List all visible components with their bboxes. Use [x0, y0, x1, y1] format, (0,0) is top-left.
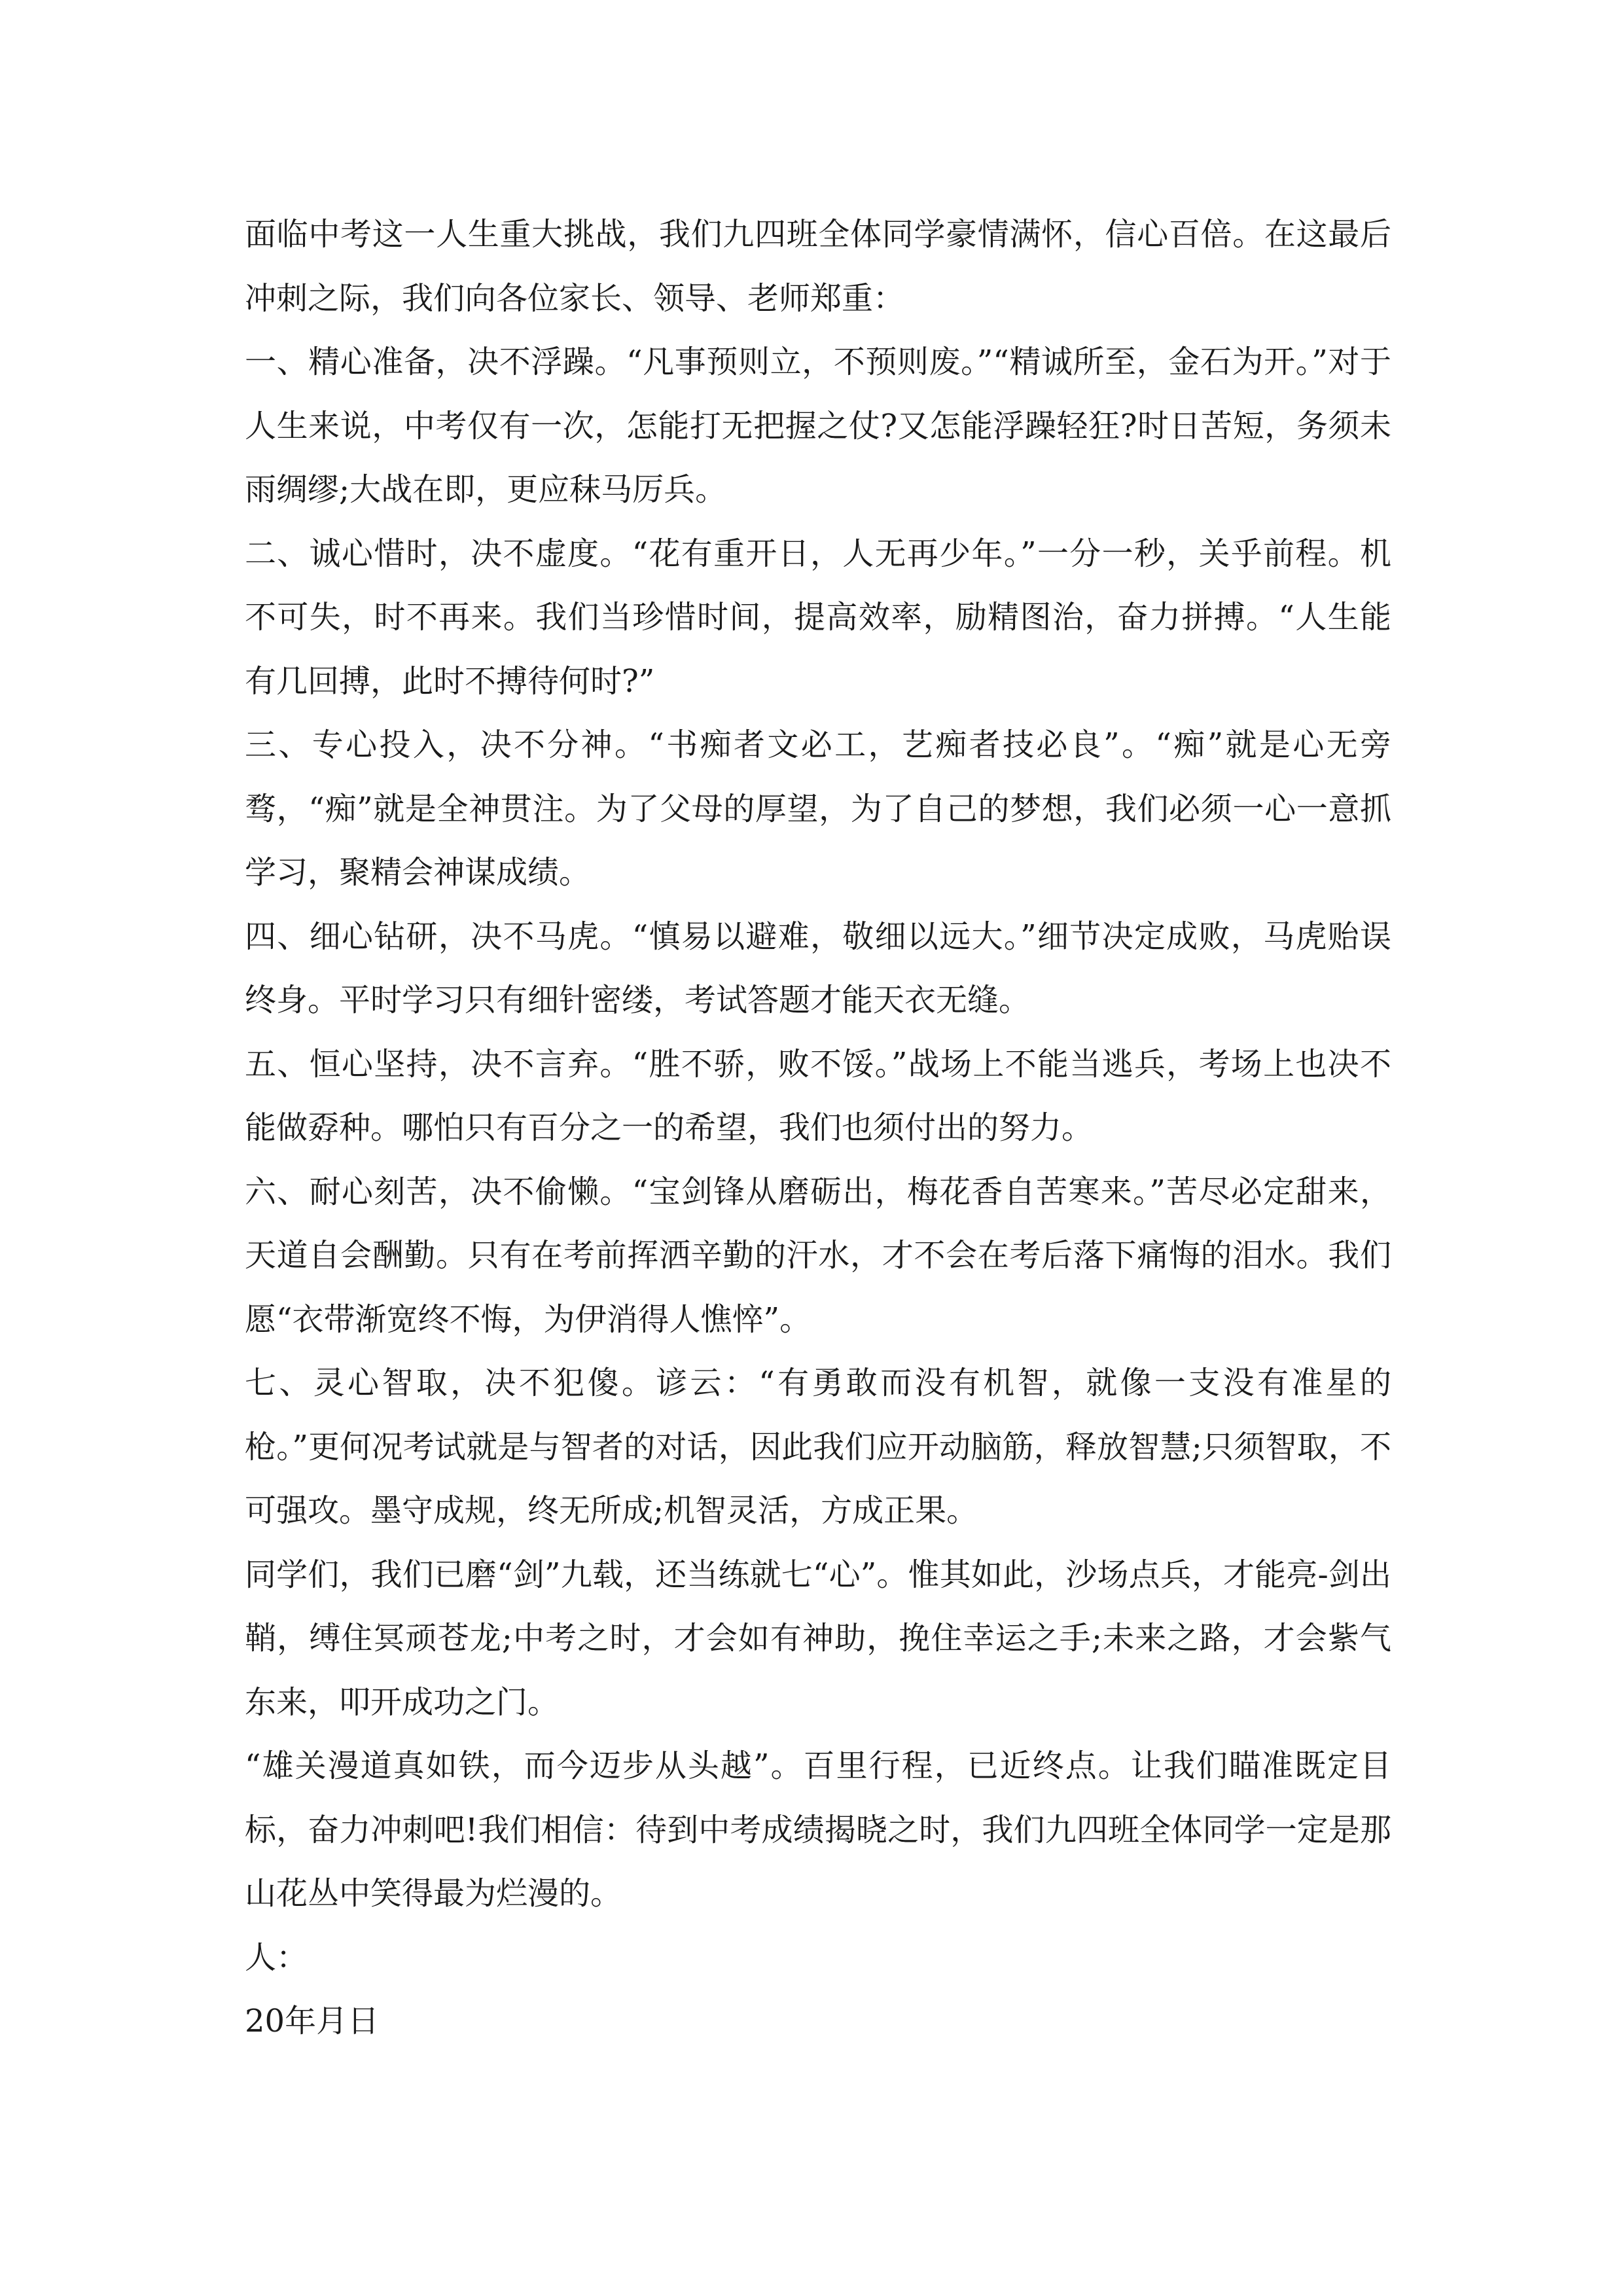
point-four-paragraph: 四、细心钻研，决不马虎。“慎易以避难，敬细以远大。”细节决定成败，马虎贻误终身。平时学习只有细针密缕，考试答题才能天衣无缝。: [245, 918, 1391, 1018]
classmates-paragraph: 同学们，我们已磨“剑”九载，还当练就七“心”。惟其如此，沙场点兵，才能亮-剑出鞘，缚住冥顽苍龙;中考之时，才会如有神助，挽住幸运之手;未来之路，才会紫气东来，叩开成功之门。: [245, 1556, 1391, 1721]
point-six-paragraph: 六、耐心刻苦，决不偷懒。“宝剑锋从磨砺出，梅花香自苦寒来。”苦尽必定甜来，天道自会酬勤。只有在考前挥洒辛勤的汗水，才不会在考后落下痛悔的泪水。我们愿“衣带渐宽终不悔，为伊消得人憔悴”。: [245, 1173, 1391, 1338]
point-one-paragraph: 一、精心准备，决不浮躁。“凡事预则立，不预则废。”“精诚所至，金石为开。”对于人生来说，中考仅有一次，怎能打无把握之仗?又怎能浮躁轻狂?时日苦短，务须未雨绸缪;大战在即，更应秣马厉兵。: [245, 344, 1391, 508]
date-line: 20年月日: [245, 2003, 380, 2039]
closing-paragraph: “雄关漫道真如铁，而今迈步从头越”。百里行程，已近终点。让我们瞄准既定目标，奋力冲刺吧!我们相信：待到中考成绩揭晓之时，我们九四班全体同学一定是那山花丛中笑得最为烂漫的。: [245, 1748, 1391, 1912]
point-two-paragraph: 二、诚心惜时，决不虚度。“花有重开日，人无再少年。”一分一秒，关乎前程。机不可失，时不再来。我们当珍惜时间，提高效率，励精图治，奋力拼搏。“人生能有几回搏，此时不搏待何时?”: [245, 535, 1391, 700]
point-seven-paragraph: 七、灵心智取，决不犯傻。谚云：“有勇敢而没有机智，就像一支没有准星的枪。”更何况考试就是与智者的对话，因此我们应开动脑筋，释放智慧;只须智取，不可强攻。墨守成规，终无所成;机智灵活，方成正果。: [245, 1365, 1391, 1529]
signature-line: 人：: [245, 1939, 308, 1976]
intro-paragraph: 面临中考这一人生重大挑战，我们九四班全体同学豪情满怀，信心百倍。在这最后冲刺之际，我们向各位家长、领导、老师郑重：: [245, 216, 1391, 317]
point-five-paragraph: 五、恒心坚持，决不言弃。“胜不骄，败不馁。”战场上不能当逃兵，考场上也决不能做孬种。哪怕只有百分之一的希望，我们也须付出的努力。: [245, 1045, 1391, 1146]
point-three-paragraph: 三、专心投入，决不分神。“书痴者文必工，艺痴者技必良”。“痴”就是心无旁骛，“痴”就是全神贯注。为了父母的厚望，为了自己的梦想，我们必须一心一意抓学习，聚精会神谋成绩。: [245, 726, 1391, 891]
document-body: [245, 203, 1391, 2054]
